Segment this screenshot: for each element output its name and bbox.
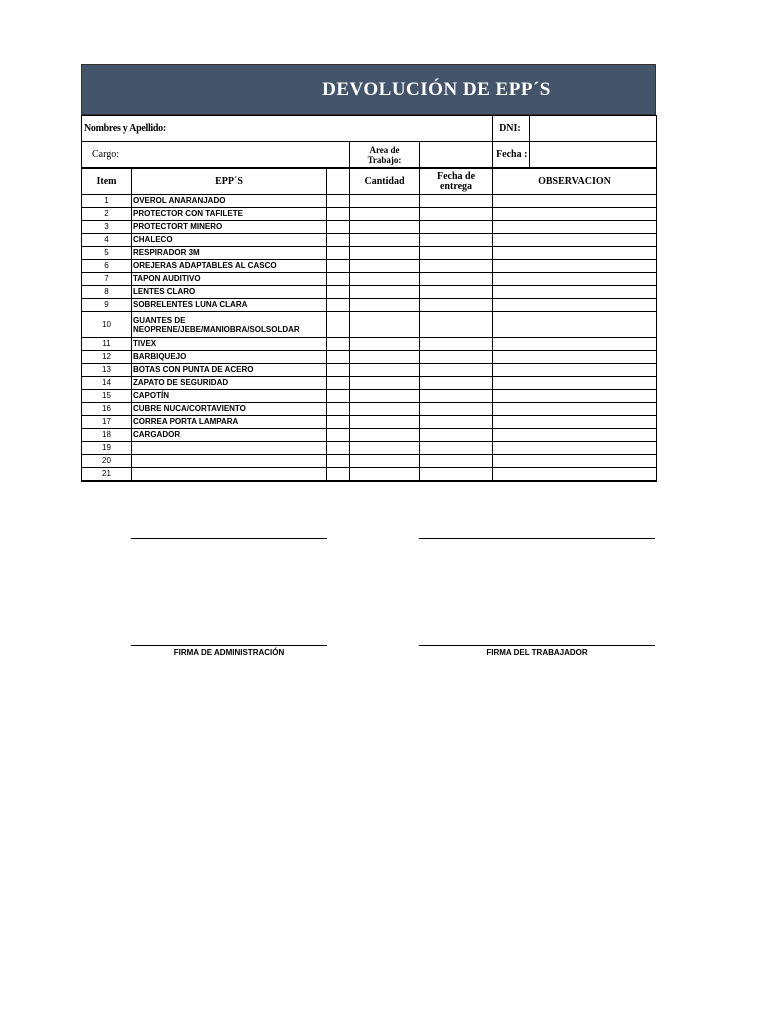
cargo-field[interactable] (82, 142, 350, 168)
item-cantidad-cell[interactable] (350, 351, 420, 364)
item-observacion-cell[interactable] (493, 208, 657, 221)
item-name: OVEROL ANARANJADO (132, 195, 327, 208)
item-cantidad-cell[interactable] (350, 260, 420, 273)
items-table (81, 168, 657, 482)
item-cantidad-cell[interactable] (350, 195, 420, 208)
item-blank-cell[interactable] (327, 286, 350, 299)
item-name: GUANTES DE NEOPRENE/JEBE/MANIOBRA/SOLSOLDAR (132, 312, 327, 338)
item-name: RESPIRADOR 3M (132, 247, 327, 260)
table-row (82, 390, 657, 403)
item-cantidad-cell[interactable] (350, 364, 420, 377)
item-number: 9 (82, 299, 132, 312)
item-number: 3 (82, 221, 132, 234)
item-cantidad-cell[interactable] (350, 273, 420, 286)
item-fecha-cell[interactable] (420, 403, 493, 416)
item-number: 7 (82, 273, 132, 286)
item-fecha-cell[interactable] (420, 260, 493, 273)
item-number: 10 (82, 312, 132, 338)
nombres-label: Nombres y Apellido: (84, 123, 166, 134)
item-observacion-cell[interactable] (493, 455, 657, 468)
title-bar (81, 64, 656, 115)
item-cantidad-cell[interactable] (350, 429, 420, 442)
col-blank-header (327, 169, 350, 195)
table-row (82, 416, 657, 429)
cargo-label: Cargo: (92, 149, 120, 160)
worker-signature-label: FIRMA DEL TRABAJADOR (486, 648, 588, 657)
item-cantidad-cell[interactable] (350, 442, 420, 455)
table-row (82, 312, 657, 338)
item-fecha-cell[interactable] (420, 468, 493, 482)
epp-return-form (81, 64, 656, 482)
table-row (82, 364, 657, 377)
item-blank-cell[interactable] (327, 351, 350, 364)
item-blank-cell[interactable] (327, 442, 350, 455)
table-row (82, 221, 657, 234)
fecha-label: Fecha : (493, 142, 530, 168)
item-number: 4 (82, 234, 132, 247)
item-cantidad-cell[interactable] (350, 221, 420, 234)
item-number: 8 (82, 286, 132, 299)
area-label-line1: Area de (369, 144, 400, 155)
item-name: BARBIQUEJO (132, 351, 327, 364)
table-row (82, 455, 657, 468)
item-cantidad-cell[interactable] (350, 208, 420, 221)
item-blank-cell[interactable] (327, 234, 350, 247)
col-cantidad-header: Cantidad (350, 169, 420, 195)
item-observacion-cell[interactable] (493, 416, 657, 429)
table-row (82, 234, 657, 247)
item-observacion-cell[interactable] (493, 364, 657, 377)
item-cantidad-cell[interactable] (350, 403, 420, 416)
item-observacion-cell[interactable] (493, 338, 657, 351)
item-blank-cell[interactable] (327, 338, 350, 351)
item-observacion-cell[interactable] (493, 429, 657, 442)
item-fecha-cell[interactable] (420, 221, 493, 234)
item-fecha-cell[interactable] (420, 416, 493, 429)
item-number: 19 (82, 442, 132, 455)
item-observacion-cell[interactable] (493, 247, 657, 260)
item-name (132, 468, 327, 482)
table-row (82, 429, 657, 442)
nombres-field[interactable] (82, 116, 493, 142)
item-blank-cell[interactable] (327, 377, 350, 390)
table-row (82, 247, 657, 260)
table-row (82, 195, 657, 208)
item-cantidad-cell[interactable] (350, 338, 420, 351)
item-number: 2 (82, 208, 132, 221)
fecha-field[interactable] (530, 142, 657, 168)
item-fecha-cell[interactable] (420, 455, 493, 468)
item-number: 15 (82, 390, 132, 403)
item-fecha-cell[interactable] (420, 273, 493, 286)
form-title: DEVOLUCIÓN DE EPP´S (322, 78, 551, 100)
column-header-row (82, 169, 657, 195)
dni-field[interactable] (530, 116, 657, 142)
item-blank-cell[interactable] (327, 260, 350, 273)
item-blank-cell[interactable] (327, 390, 350, 403)
col-fecha-line2: entrega (439, 180, 473, 192)
item-fecha-cell[interactable] (420, 377, 493, 390)
item-fecha-cell[interactable] (420, 234, 493, 247)
item-fecha-cell[interactable] (420, 286, 493, 299)
item-number: 5 (82, 247, 132, 260)
item-observacion-cell[interactable] (493, 273, 657, 286)
item-observacion-cell[interactable] (493, 299, 657, 312)
item-name: CAPOTÍN (132, 390, 327, 403)
admin-signature-line-top (131, 538, 327, 539)
item-fecha-cell[interactable] (420, 338, 493, 351)
item-blank-cell[interactable] (327, 364, 350, 377)
item-observacion-cell[interactable] (493, 286, 657, 299)
item-observacion-cell[interactable] (493, 221, 657, 234)
item-observacion-cell[interactable] (493, 195, 657, 208)
item-name: TAPON AUDITIVO (132, 273, 327, 286)
table-row (82, 403, 657, 416)
item-name: CARGADOR (132, 429, 327, 442)
worker-signature-line-top (419, 538, 655, 539)
item-name: SOBRELENTES LUNA CLARA (132, 299, 327, 312)
item-cantidad-cell[interactable] (350, 455, 420, 468)
item-cantidad-cell[interactable] (350, 390, 420, 403)
item-blank-cell[interactable] (327, 221, 350, 234)
item-cantidad-cell[interactable] (350, 416, 420, 429)
item-number: 12 (82, 351, 132, 364)
cargo-row (82, 142, 657, 168)
item-cantidad-cell[interactable] (350, 247, 420, 260)
item-name: TIVEX (132, 338, 327, 351)
item-name: CUBRE NUCA/CORTAVIENTO (132, 403, 327, 416)
table-row (82, 338, 657, 351)
item-number: 18 (82, 429, 132, 442)
item-fecha-cell[interactable] (420, 208, 493, 221)
col-item-header: Item (82, 169, 132, 195)
item-cantidad-cell[interactable] (350, 299, 420, 312)
item-fecha-cell[interactable] (420, 247, 493, 260)
table-row (82, 286, 657, 299)
item-name (132, 455, 327, 468)
area-field[interactable] (420, 142, 493, 168)
item-cantidad-cell[interactable] (350, 286, 420, 299)
col-fecha-header (420, 169, 493, 195)
item-number: 13 (82, 364, 132, 377)
item-blank-cell[interactable] (327, 429, 350, 442)
table-row (82, 468, 657, 482)
item-number: 6 (82, 260, 132, 273)
item-name: CHALECO (132, 234, 327, 247)
area-label (350, 142, 420, 168)
item-fecha-cell[interactable] (420, 195, 493, 208)
item-observacion-cell[interactable] (493, 312, 657, 338)
item-fecha-cell[interactable] (420, 299, 493, 312)
table-row (82, 377, 657, 390)
admin-signature-label: FIRMA DE ADMINISTRACIÓN (173, 648, 285, 657)
item-number: 17 (82, 416, 132, 429)
item-blank-cell[interactable] (327, 468, 350, 482)
item-blank-cell[interactable] (327, 208, 350, 221)
item-name (132, 442, 327, 455)
col-fecha-line1: Fecha de (436, 170, 476, 182)
table-row (82, 273, 657, 286)
item-name: LENTES CLARO (132, 286, 327, 299)
item-name: PROTECTORT MINERO (132, 221, 327, 234)
item-number: 20 (82, 455, 132, 468)
item-blank-cell[interactable] (327, 403, 350, 416)
item-cantidad-cell[interactable] (350, 377, 420, 390)
item-name: ZAPATO DE SEGURIDAD (132, 377, 327, 390)
table-row (82, 299, 657, 312)
worker-signature-line[interactable] (419, 645, 655, 646)
table-row (82, 442, 657, 455)
item-blank-cell[interactable] (327, 195, 350, 208)
item-cantidad-cell[interactable] (350, 312, 420, 338)
item-observacion-cell[interactable] (493, 260, 657, 273)
dni-label: DNI: (493, 116, 530, 142)
table-row (82, 351, 657, 364)
name-row (82, 116, 657, 142)
item-blank-cell[interactable] (327, 247, 350, 260)
item-cantidad-cell[interactable] (350, 234, 420, 247)
item-number: 11 (82, 338, 132, 351)
item-name: PROTECTOR CON TAFILETE (132, 208, 327, 221)
item-name: OREJERAS ADAPTABLES AL CASCO (132, 260, 327, 273)
table-row (82, 208, 657, 221)
area-label-line2: Trabajo: (367, 154, 402, 165)
item-fecha-cell[interactable] (420, 312, 493, 338)
item-blank-cell[interactable] (327, 312, 350, 338)
col-epps-header: EPP´S (132, 169, 327, 195)
item-observacion-cell[interactable] (493, 442, 657, 455)
item-name: BOTAS CON PUNTA DE ACERO (132, 364, 327, 377)
item-number: 21 (82, 468, 132, 482)
item-number: 1 (82, 195, 132, 208)
item-blank-cell[interactable] (327, 455, 350, 468)
item-fecha-cell[interactable] (420, 390, 493, 403)
item-blank-cell[interactable] (327, 416, 350, 429)
item-number: 16 (82, 403, 132, 416)
item-observacion-cell[interactable] (493, 234, 657, 247)
item-blank-cell[interactable] (327, 299, 350, 312)
table-row (82, 260, 657, 273)
admin-signature-line[interactable] (131, 645, 327, 646)
item-fecha-cell[interactable] (420, 429, 493, 442)
item-blank-cell[interactable] (327, 273, 350, 286)
item-observacion-cell[interactable] (493, 403, 657, 416)
item-observacion-cell[interactable] (493, 468, 657, 482)
item-fecha-cell[interactable] (420, 442, 493, 455)
item-fecha-cell[interactable] (420, 364, 493, 377)
item-observacion-cell[interactable] (493, 390, 657, 403)
item-observacion-cell[interactable] (493, 351, 657, 364)
item-fecha-cell[interactable] (420, 351, 493, 364)
col-observacion-header: OBSERVACION (493, 169, 657, 195)
item-observacion-cell[interactable] (493, 377, 657, 390)
item-cantidad-cell[interactable] (350, 468, 420, 482)
header-fields-table (81, 115, 657, 168)
item-number: 14 (82, 377, 132, 390)
item-name: CORREA PORTA LAMPARA (132, 416, 327, 429)
